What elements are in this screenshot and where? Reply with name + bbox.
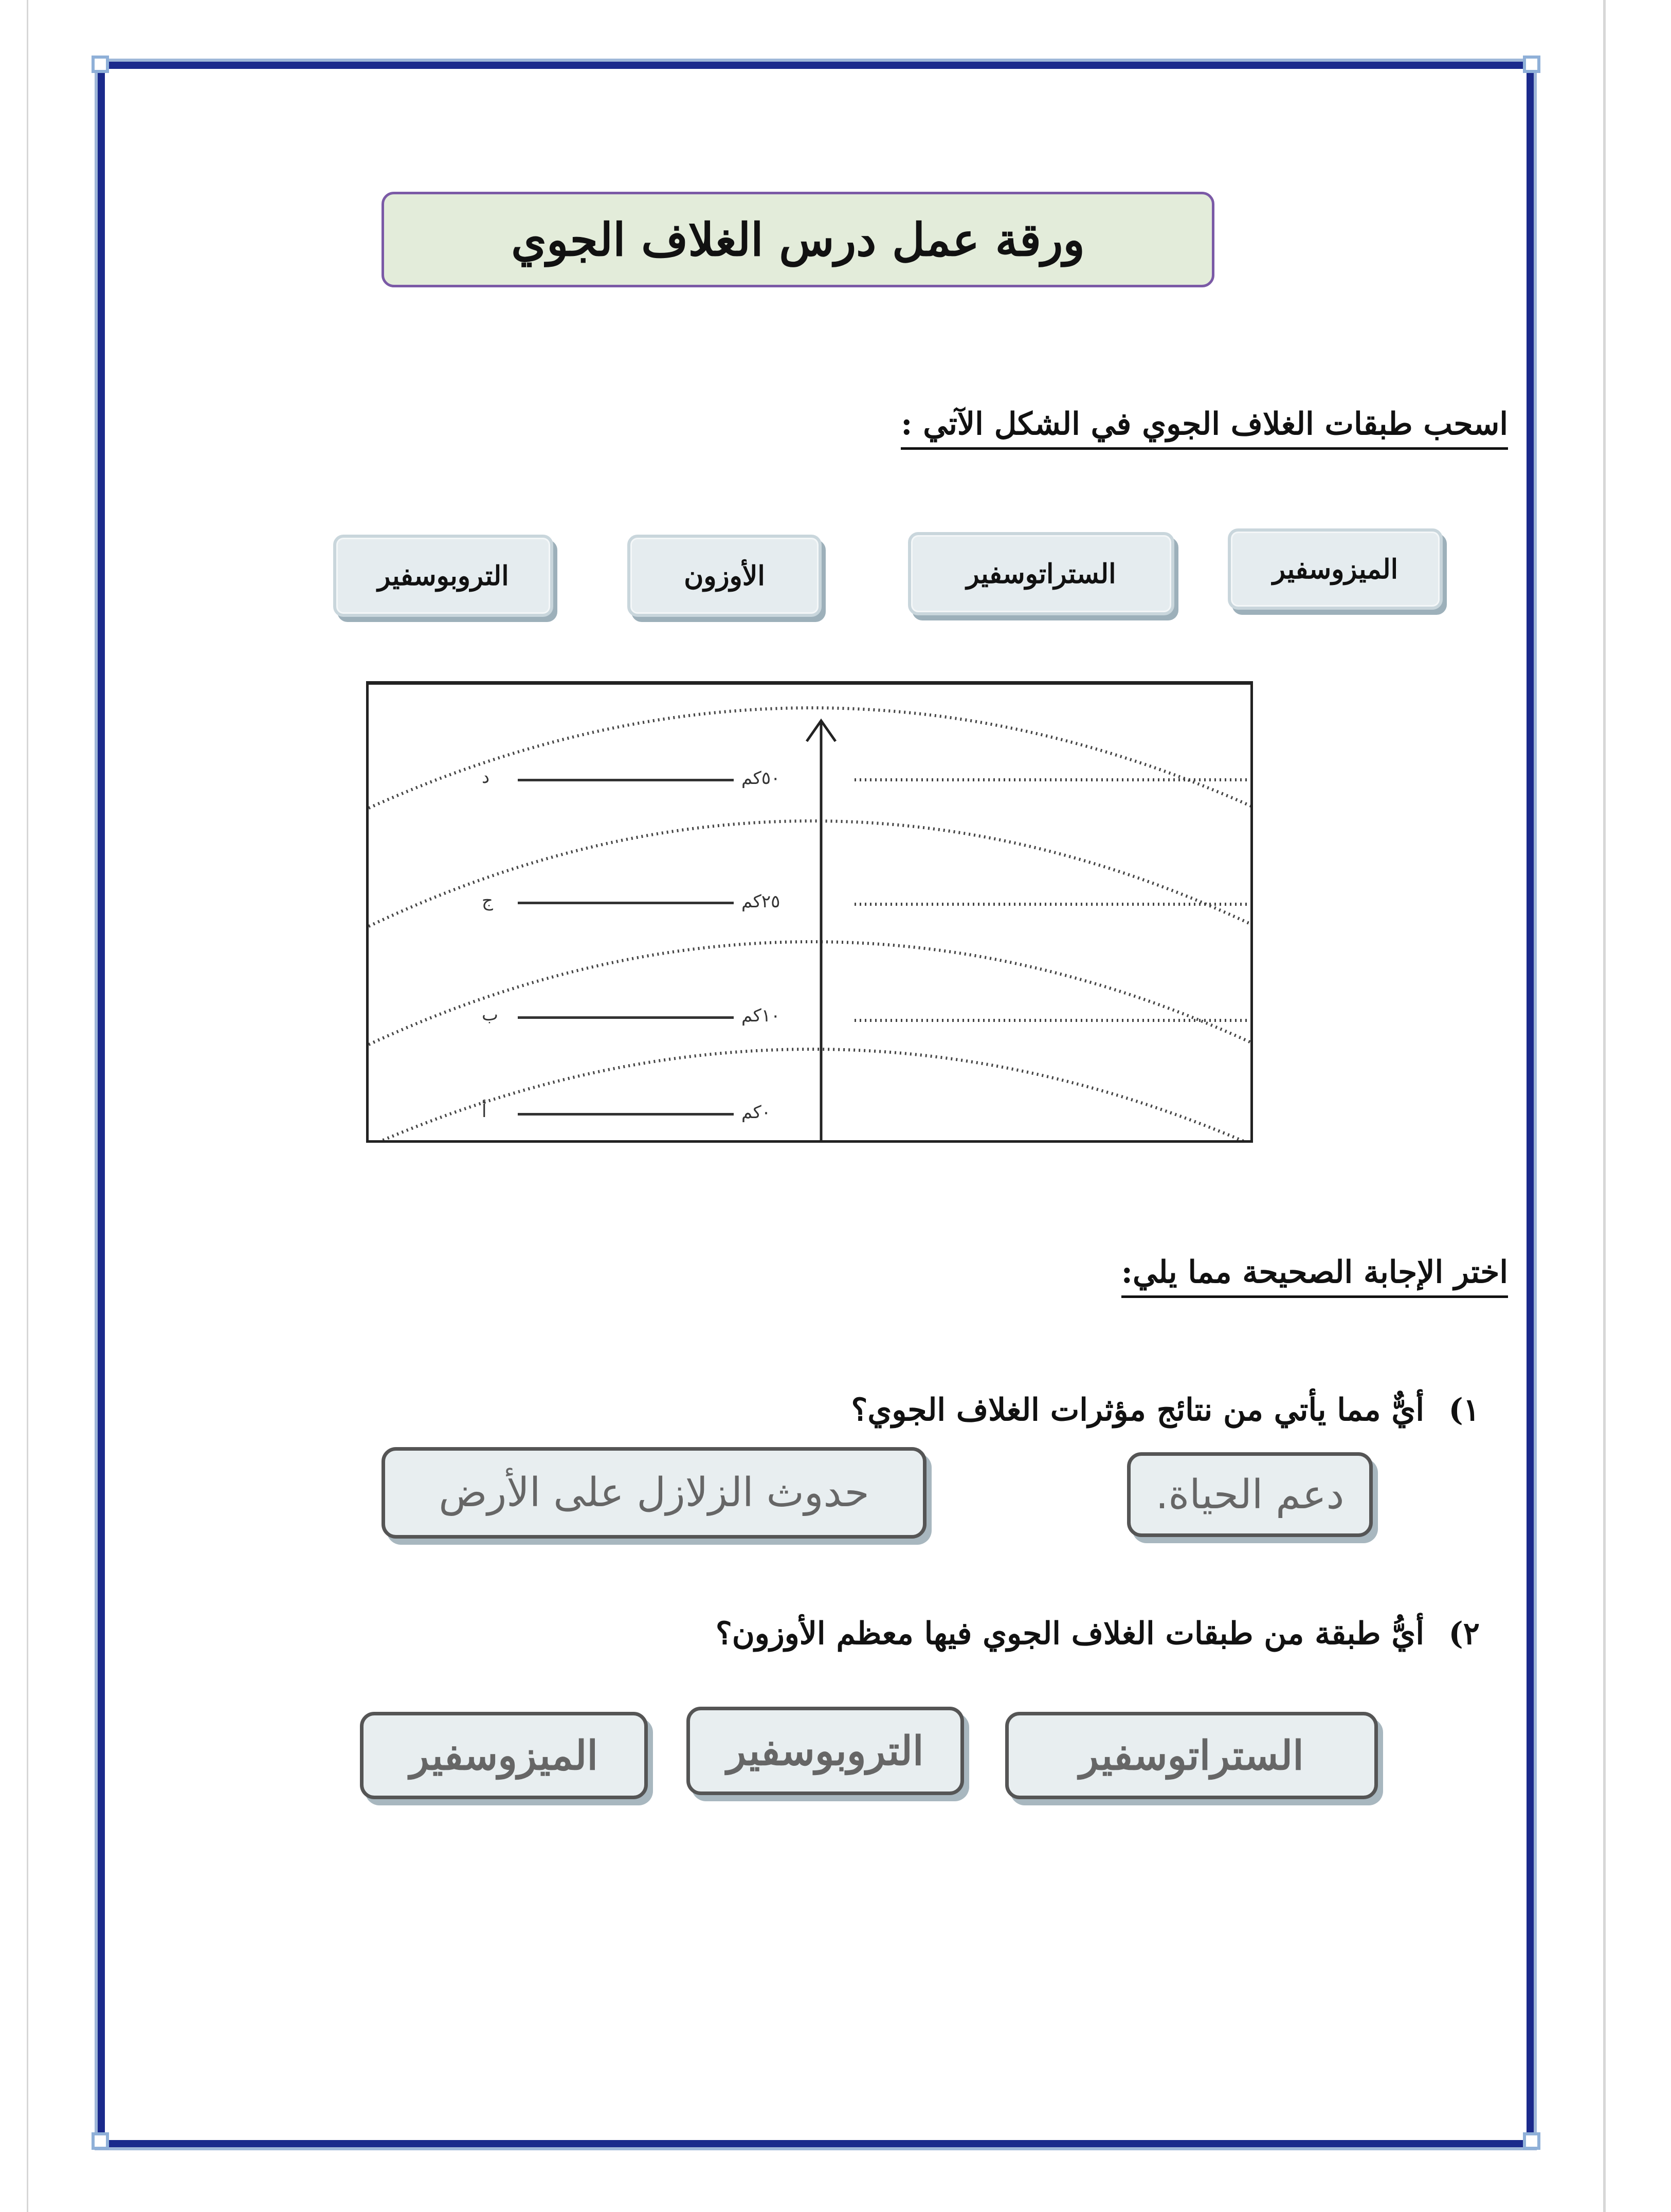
level-line-a (518, 1113, 734, 1116)
drag-chip-stratosphere[interactable] (908, 532, 1174, 615)
drag-chip-ozone[interactable] (627, 535, 822, 617)
level-letter-b: ب (482, 1004, 499, 1025)
level-letter-d: د (482, 767, 490, 788)
layer-boundary (369, 821, 1253, 926)
layer-boundary (369, 708, 1253, 808)
drag-chip-label: الستراتوسفير (966, 558, 1116, 590)
question-1-number: ١) (1448, 1392, 1480, 1428)
worksheet-title-text: ورقة عمل درس الغلاف الجوي (511, 213, 1085, 266)
layer-boundary (369, 942, 1253, 1045)
level-line-d (518, 779, 734, 781)
border-corner-handle (1523, 56, 1540, 73)
drag-chip-label: التروبوسفير (377, 560, 509, 592)
question-2-text: أيُّ طبقة من طبقات الغلاف الجوي فيها معظم الأوزون؟ (715, 1616, 1424, 1652)
drag-chip-label: الميزوسفير (1272, 553, 1398, 585)
level-line-b (518, 1016, 734, 1019)
layer-boundary (369, 1049, 1253, 1143)
mcq-instruction: اختر الإجابة الصحيحة مما يلي: (1121, 1254, 1508, 1298)
question-1-option-earthquakes[interactable] (382, 1447, 927, 1539)
level-altitude-10: ١٠كم (741, 1006, 780, 1026)
question-2-number: ٢) (1448, 1616, 1480, 1652)
question-1-text: أيٌّ مما يأتي من نتائج مؤثرات الغلاف الجوي؟ (851, 1392, 1424, 1428)
border-corner-handle (92, 2132, 109, 2150)
question-1-option-support-life[interactable] (1127, 1452, 1373, 1537)
border-corner-handle (92, 56, 109, 73)
level-altitude-25: ٢٥كم (741, 891, 780, 912)
drag-chip-mesosphere[interactable] (1228, 528, 1443, 610)
answer-option-label: الميزوسفير (409, 1732, 598, 1779)
level-altitude-0: ٠كم (741, 1102, 771, 1123)
border-corner-handle (1523, 2132, 1540, 2150)
page-edge-right (1603, 0, 1606, 2212)
atmosphere-diagram (366, 681, 1253, 1143)
answer-option-label: التروبوسفير (726, 1727, 924, 1775)
question-2-option-mesosphere[interactable] (360, 1712, 648, 1799)
answer-option-label: الستراتوسفير (1079, 1732, 1304, 1779)
level-letter-c: ج (482, 890, 493, 911)
page-edge-left (27, 0, 28, 2212)
atmosphere-layers-svg (369, 685, 1253, 1143)
level-line-c (518, 902, 734, 904)
drag-chip-label: الأوزون (684, 560, 765, 592)
level-letter-a: أ (482, 1101, 487, 1122)
worksheet-title (382, 192, 1214, 287)
drag-instruction: اسحب طبقات الغلاف الجوي في الشكل الآتي : (901, 406, 1508, 450)
answer-option-label: دعم الحياة. (1155, 1471, 1345, 1518)
drag-chip-troposphere[interactable] (333, 535, 553, 617)
answer-option-label: حدوث الزلازل على الأرض (439, 1470, 869, 1516)
level-altitude-50: ٥٠كم (741, 768, 780, 789)
question-2-option-troposphere[interactable] (686, 1707, 964, 1795)
question-2-option-stratosphere[interactable] (1005, 1712, 1378, 1799)
